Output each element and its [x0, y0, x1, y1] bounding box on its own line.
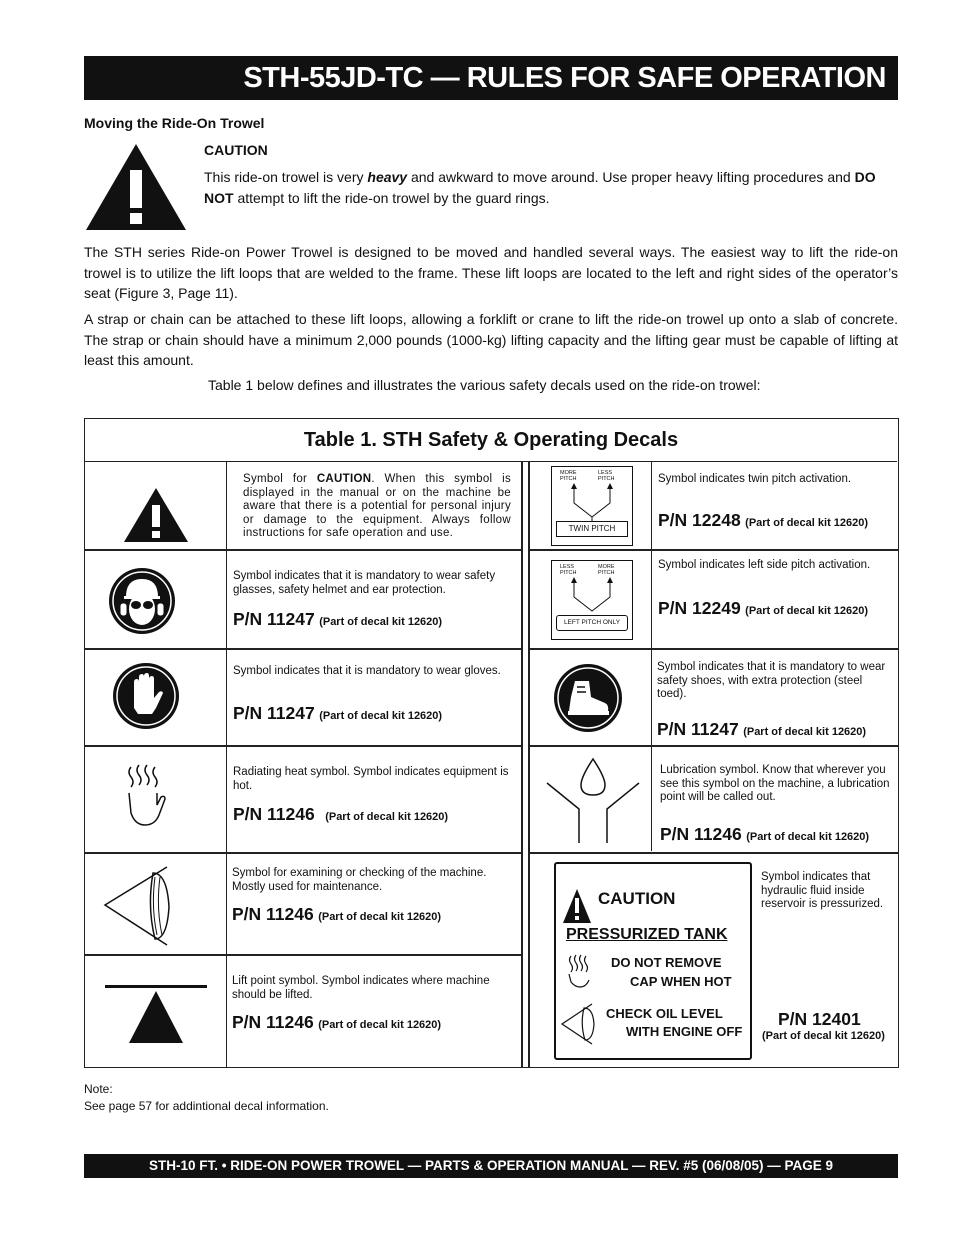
face-protection-description: Symbol indicates that it is mandatory to wear safety glasses, safety helmet and ear protection.	[233, 570, 496, 596]
tank-description: Symbol indicates that hydraulic fluid inside reservoir is pressurized.	[761, 871, 884, 911]
part-number: P/N 12249 (Part of decal kit 12620)	[658, 598, 869, 618]
gloves-description: Symbol indicates that it is mandatory to wear gloves.	[233, 665, 501, 677]
inspect-description: Symbol for examining or checking of the machine. Mostly used for maintenance.	[232, 867, 487, 893]
paragraph-lifting: The STH series Ride-on Power Trowel is designed to be moved and handled several ways. The easiest way to lift the ride-on trowel is to utilize the lift loops that are welded to the frame. These lift loops are located to the left and right sides of the operator’s seat (Figure 3, Page 11).	[84, 244, 898, 301]
part-number: P/N 11246 (Part of decal kit 12620)	[232, 904, 442, 924]
safety-shoe-icon	[553, 663, 623, 733]
heat-hand-icon	[566, 954, 592, 988]
twin-pitch-icon: MORE PITCH LESS PITCH TWIN PITCH	[551, 466, 633, 546]
decal-kit: (Part of decal kit 12620)	[762, 1030, 885, 1042]
paragraph-strap: A strap or chain can be attached to these lift loops, allowing a forklift or crane to lift the ride-on trowel up onto a slab of concrete. The strap or chain should have a minimum 2,000 pounds (1000-kg) lifting capacity and the lifting gear must be capable of lifting at least this amount.	[84, 311, 898, 368]
left-pitch-icon: LESS PITCH MORE PITCH LEFT PITCH ONLY	[551, 560, 633, 640]
twin-pitch-description: Symbol indicates twin pitch activation.	[658, 473, 852, 485]
part-number: P/N 12248 (Part of decal kit 12620)	[658, 510, 869, 530]
part-number: P/N 11246 (Part of decal kit 12620)	[233, 804, 449, 824]
caution-triangle-icon	[123, 487, 189, 543]
note-label: Note:	[84, 1082, 113, 1096]
heat-description: Radiating heat symbol. Symbol indicates equipment is hot.	[233, 766, 509, 792]
caution-triangle-icon	[562, 888, 592, 924]
left-pitch-description: Symbol indicates left side pitch activation.	[658, 559, 871, 571]
note-text: See page 57 for addintional decal information.	[84, 1099, 329, 1113]
heat-hand-icon	[123, 763, 169, 829]
table-intro: Table 1 below defines and illustrates the various safety decals used on the ride-on trowel:	[208, 377, 761, 393]
part-number: P/N 12401	[778, 1009, 861, 1029]
eye-icon	[560, 1002, 596, 1046]
decals-table	[84, 418, 899, 1068]
glove-icon	[112, 662, 180, 730]
table-row	[85, 461, 226, 549]
lubrication-description: Lubrication symbol. Know that wherever you see this symbol on the machine, a lubrication point will be called out.	[660, 764, 890, 804]
part-number: P/N 11247 (Part of decal kit 12620)	[233, 703, 443, 723]
shoes-description: Symbol indicates that it is mandatory to wear safety shoes, with extra protection (steel toed).	[657, 661, 886, 701]
page-title: STH-55JD-TC — RULES FOR SAFE OPERATION	[243, 62, 886, 94]
caution-label: CAUTION	[204, 142, 268, 158]
caution-text: This ride-on trowel is very heavy and awkward to move around. Use proper heavy lifting procedures and DO NOT attempt to lift the ride-on trowel by the guard rings.	[204, 169, 876, 206]
eye-icon	[103, 863, 173, 951]
page-title-banner	[84, 56, 898, 100]
face-protection-icon	[108, 567, 176, 635]
table-title: Table 1. STH Safety & Operating Decals	[85, 419, 897, 462]
part-number: P/N 11246 (Part of decal kit 12620)	[660, 824, 870, 844]
lubrication-icon	[543, 757, 643, 845]
caution-triangle-icon	[84, 142, 188, 232]
part-number: P/N 11246 (Part of decal kit 12620)	[232, 1012, 442, 1032]
page-footer: STH-10 FT. • RIDE-ON POWER TROWEL — PARTS & OPERATION MANUAL — REV. #5 (06/08/05) — PAGE 9	[84, 1154, 898, 1178]
caution-description: Symbol for CAUTION. When this symbol is displayed in the manual or on the machine be aware that there is a potential for personal injury or damage to the equipment. Always follow instructions for safe operation and use.	[243, 473, 511, 540]
lift-description: Lift point symbol. Symbol indicates where machine should be lifted.	[232, 975, 490, 1001]
part-number: P/N 11247 (Part of decal kit 12620)	[657, 719, 867, 739]
section-title: Moving the Ride-On Trowel	[84, 115, 265, 131]
lift-point-icon	[103, 983, 209, 1045]
part-number: P/N 11247 (Part of decal kit 12620)	[233, 609, 443, 629]
pressurized-tank-decal: CAUTION PRESSURIZED TANK DO NOT REMOVE CAP WHEN HOT CHECK OIL LEVEL WITH ENGINE OFF	[554, 862, 752, 1060]
